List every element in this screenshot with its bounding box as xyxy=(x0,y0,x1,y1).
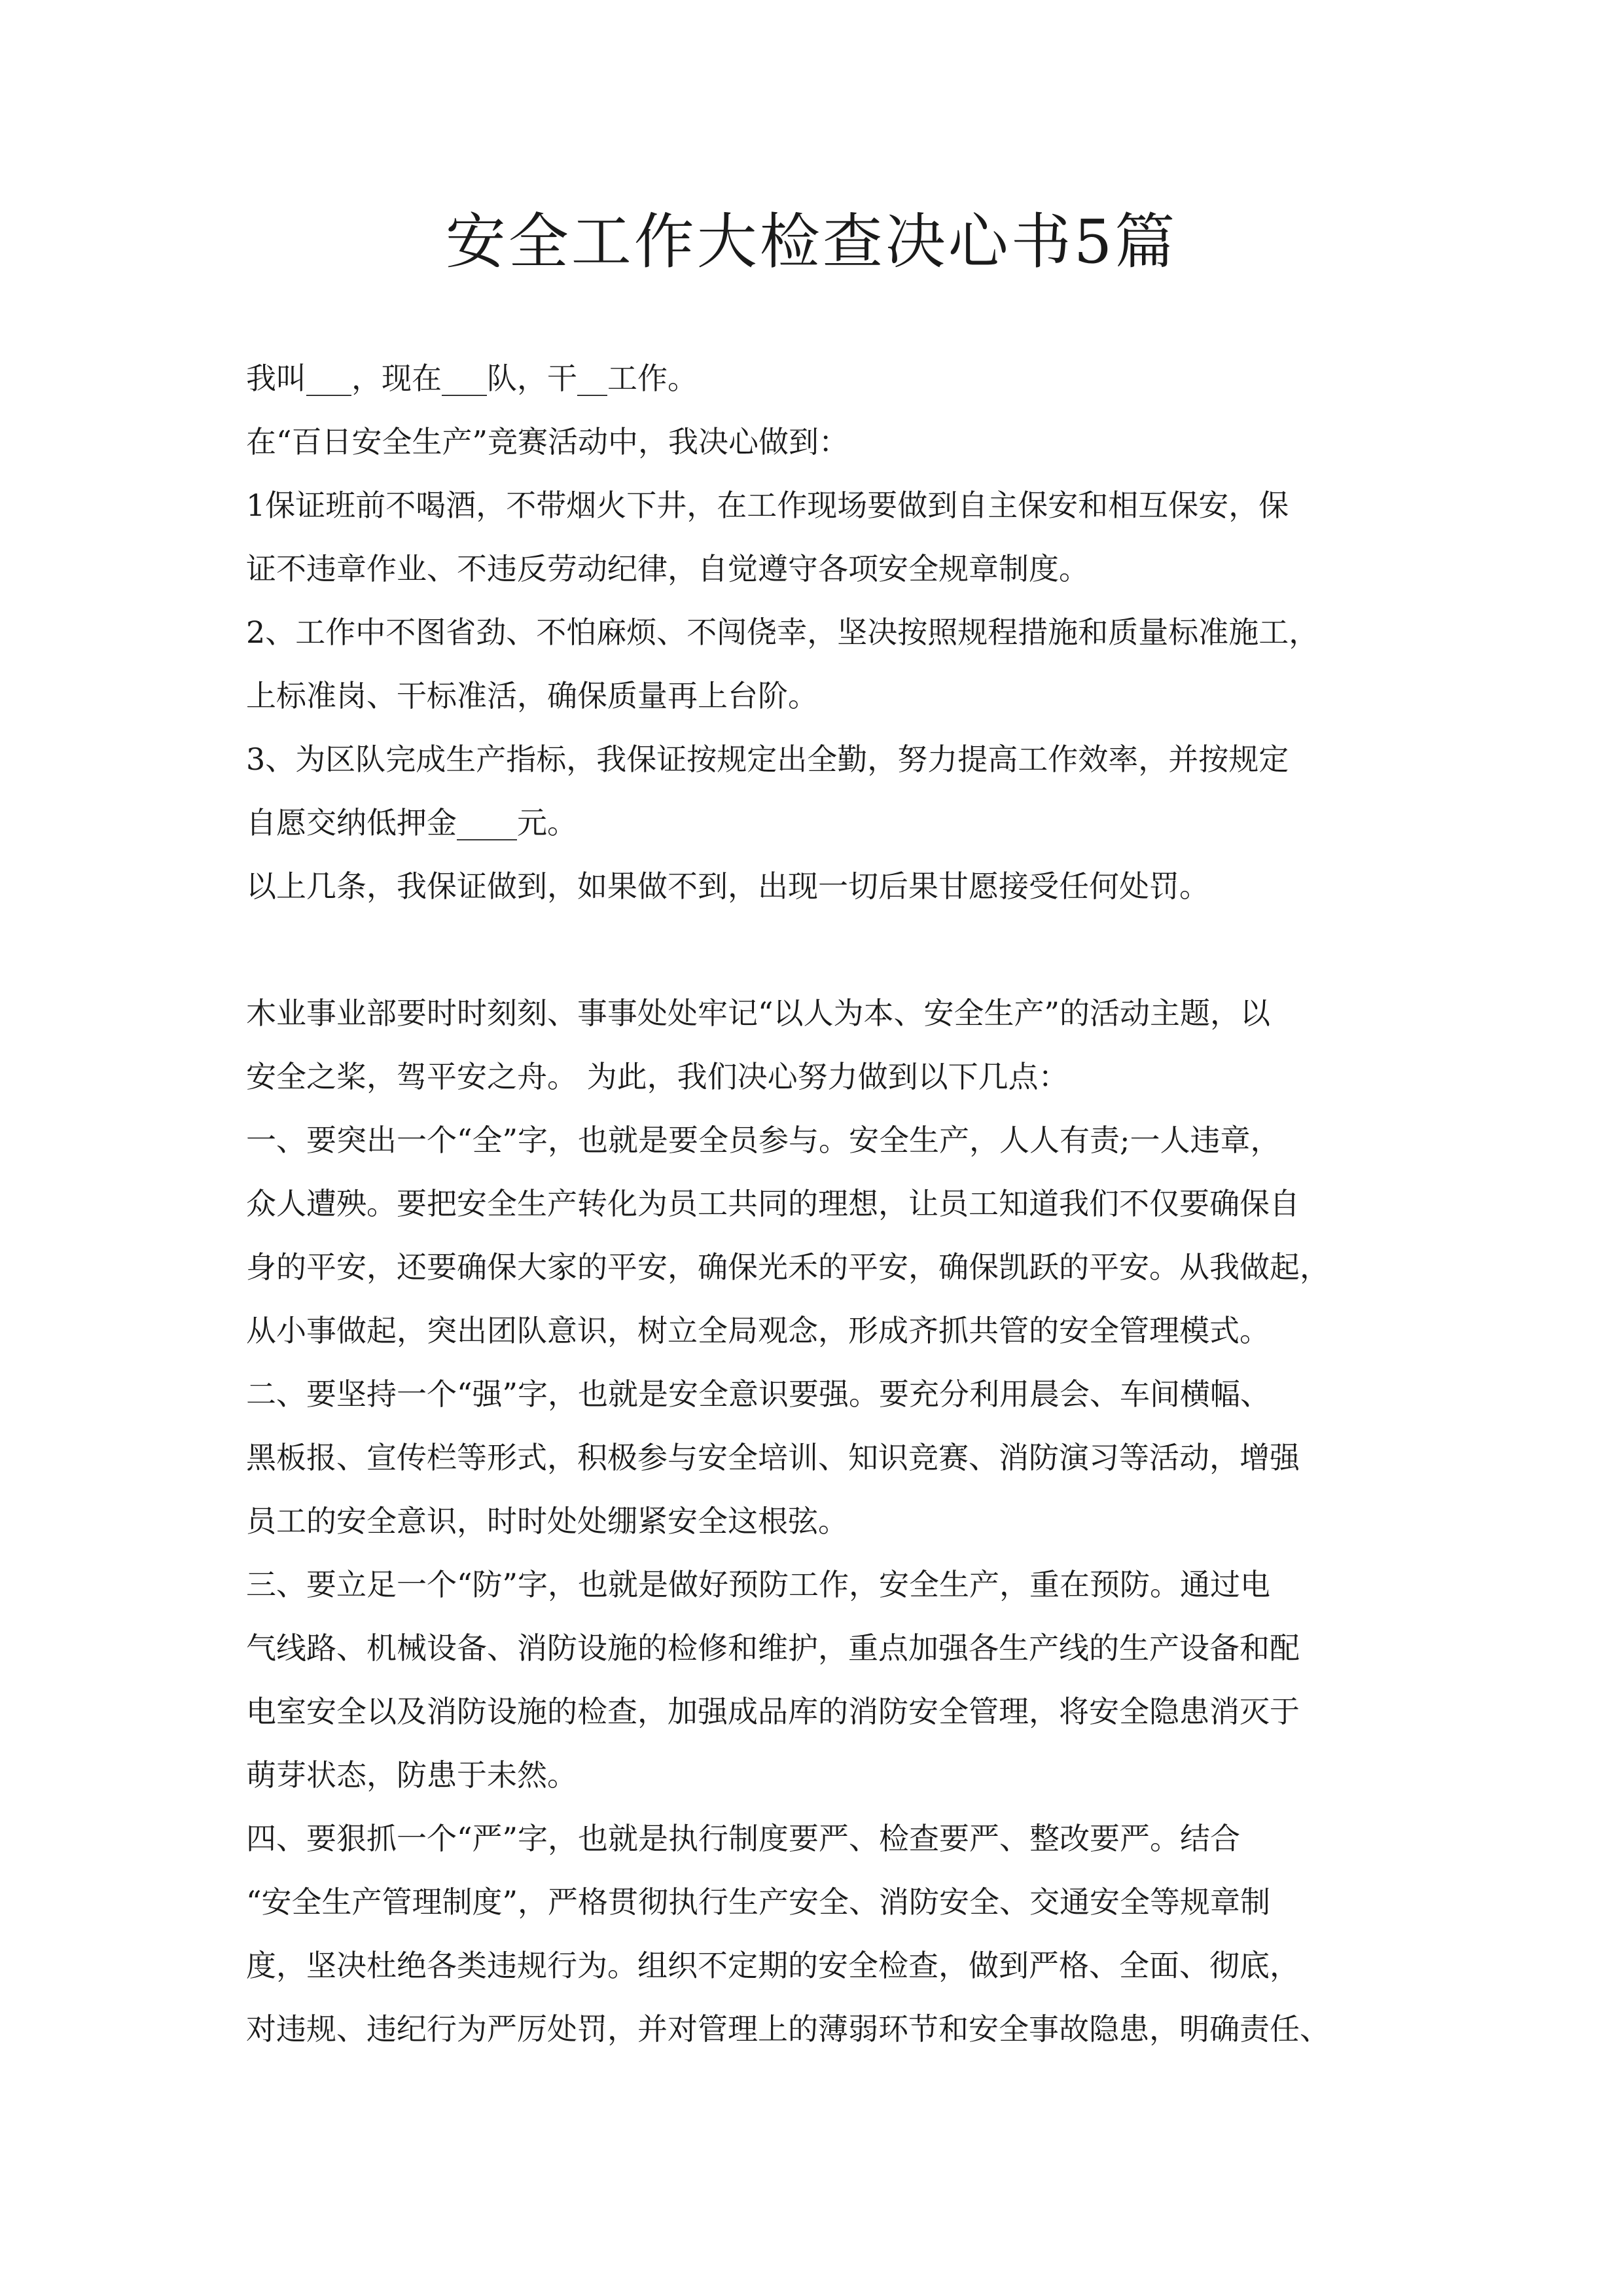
document-title: 安全工作大检查决心书5篇 xyxy=(445,207,1178,277)
paragraph-line: 我叫___，现在___队，干__工作。 xyxy=(246,361,698,396)
paragraph-line: “安全生产管理制度”，严格贯彻执行生产安全、消防安全、交通安全等规章制 xyxy=(246,1884,1271,1920)
paragraph-line: 木业事业部要时时刻刻、事事处处牢记“以人为本、安全生产”的活动主题，以 xyxy=(246,996,1271,1031)
paragraph-line: 以上几条，我保证做到，如果做不到，出现一切后果甘愿接受任何处罚。 xyxy=(246,869,1209,904)
paragraph-line: 四、要狠抓一个“严”字，也就是执行制度要严、检查要严、整改要严。结合 xyxy=(246,1821,1241,1856)
paragraph-line: 在“百日安全生产”竞赛活动中，我决心做到： xyxy=(246,424,849,459)
paragraph-line: 黑板报、宣传栏等形式，积极参与安全培训、知识竞赛、消防演习等活动，增强 xyxy=(246,1440,1300,1475)
paragraph-line: 1保证班前不喝酒，不带烟火下井，在工作现场要做到自主保安和相互保安，保 xyxy=(246,488,1289,523)
paragraph-line: 二、要坚持一个“强”字，也就是安全意识要强。要充分利用晨会、车间横幅、 xyxy=(246,1376,1271,1412)
paragraph-line: 一、要突出一个“全”字，也就是要全员参与。安全生产，人人有责;一人违章， xyxy=(246,1122,1281,1158)
document-body xyxy=(246,347,1398,2061)
paragraph-line: 众人遭殃。要把安全生产转化为员工共同的理想，让员工知道我们不仅要确保自 xyxy=(246,1186,1300,1221)
paragraph-line: 2、工作中不图省劲、不怕麻烦、不闯侥幸，坚决按照规程措施和质量标准施工， xyxy=(246,615,1319,650)
paragraph-line: 自愿交纳低押金____元。 xyxy=(246,805,577,840)
paragraph-line: 萌芽状态，防患于未然。 xyxy=(246,1757,577,1793)
paragraph-line: 3、为区队完成生产指标，我保证按规定出全勤，努力提高工作效率，并按规定 xyxy=(246,742,1289,777)
paragraph-line: 电室安全以及消防设施的检查，加强成品库的消防安全管理，将安全隐患消灭于 xyxy=(246,1694,1300,1729)
paragraph-line: 身的平安，还要确保大家的平安，确保光禾的平安，确保凯跃的平安。从我做起， xyxy=(246,1249,1330,1285)
paragraph-line: 度，坚决杜绝各类违规行为。组织不定期的安全检查，做到严格、全面、彻底， xyxy=(246,1948,1300,1983)
paragraph-line: 员工的安全意识，时时处处绷紧安全这根弦。 xyxy=(246,1503,848,1539)
section-gap xyxy=(246,918,1398,982)
paragraph-line: 三、要立足一个“防”字，也就是做好预防工作，安全生产，重在预防。通过电 xyxy=(246,1567,1271,1602)
paragraph-line: 证不违章作业、不违反劳动纪律，自觉遵守各项安全规章制度。 xyxy=(246,551,1089,586)
paragraph-line: 安全之桨，驾平安之舟。 为此，我们决心努力做到以下几点： xyxy=(246,1059,1069,1094)
paragraph-line: 从小事做起，突出团队意识，树立全局观念，形成齐抓共管的安全管理模式。 xyxy=(246,1313,1270,1348)
paragraph-line: 上标准岗、干标准活，确保质量再上台阶。 xyxy=(246,678,818,713)
paragraph-line: 气线路、机械设备、消防设施的检修和维护，重点加强各生产线的生产设备和配 xyxy=(246,1630,1300,1666)
paragraph-line: 对违规、违纪行为严厉处罚，并对管理上的薄弱环节和安全事故隐患，明确责任、 xyxy=(246,2011,1330,2047)
